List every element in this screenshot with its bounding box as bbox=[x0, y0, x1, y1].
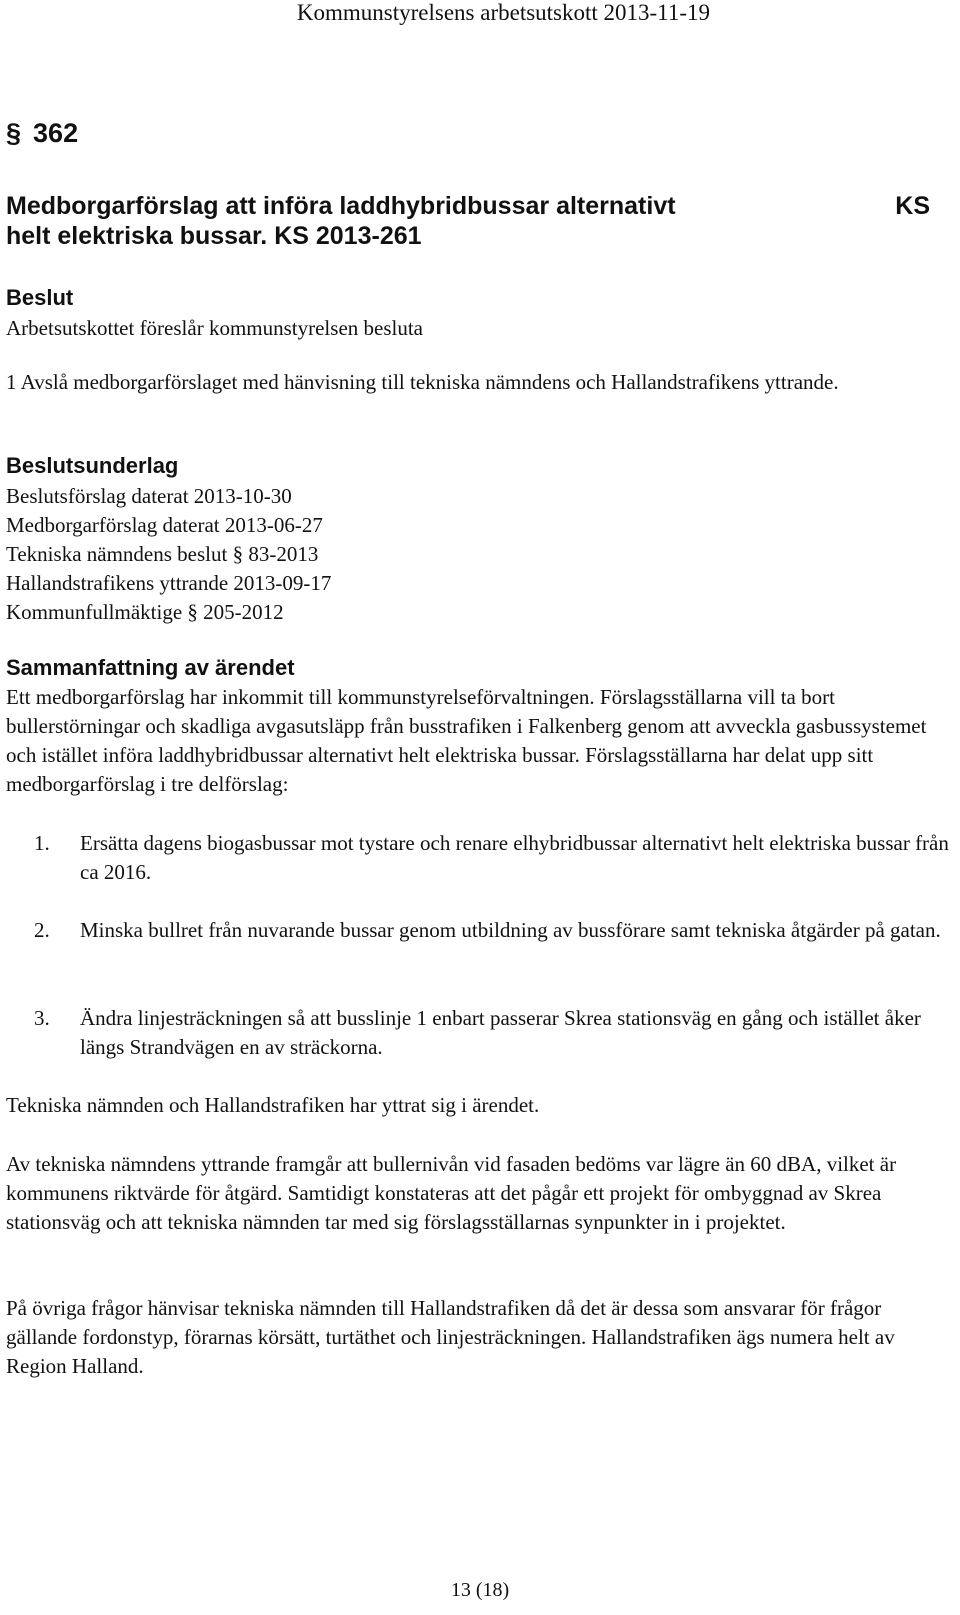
underlag-item: Tekniska nämndens beslut § 83-2013 bbox=[6, 542, 319, 566]
subject-title: Medborgarförslag att införa laddhybridbussar alternativt helt elektriska bussar. KS 2013-261 bbox=[6, 192, 676, 250]
beslut-heading: Beslut bbox=[6, 285, 74, 310]
sammanfattning-heading: Sammanfattning av ärendet bbox=[6, 655, 295, 680]
subject-dept: KS bbox=[895, 192, 930, 220]
response-paragraph: Tekniska nämnden och Hallandstrafiken har yttrat sig i ärendet. bbox=[6, 1093, 540, 1117]
proposal-number: 3. bbox=[34, 1006, 50, 1030]
sammanfattning-intro: Ett medborgarförslag har inkommit till kommunstyrelseförvaltningen. Förslagsställarna vill ta bort bullerstörningar och skadliga avgasutsläpp från busstrafiken i Falkenberg genom att avveckla gasbussystemet och istället införa laddhybridbussar alternativt helt elektriska bussar. Förslagsställarna har delat upp sitt medborgarförslag i tre delförslag: bbox=[6, 685, 927, 796]
section-symbol: § bbox=[6, 118, 22, 148]
underlag-item: Kommunfullmäktige § 205-2012 bbox=[6, 600, 284, 624]
proposal-text: Ersätta dagens biogasbussar mot tystare och renare elhybridbussar alternativt helt elektriska bussar från ca 2016. bbox=[80, 831, 949, 884]
proposal-number: 1. bbox=[34, 831, 50, 855]
running-header: Kommunstyrelsens arbetsutskott 2013-11-19 bbox=[296, 0, 710, 25]
underlag-item: Medborgarförslag daterat 2013-06-27 bbox=[6, 513, 323, 537]
other-questions-paragraph: På övriga frågor hänvisar tekniska nämnden till Hallandstrafiken då det är dessa som ansvarar för frågor gällande fordonstyp, förarnas körsätt, turtäthet och linjesträckningen. Hallandstrafiken ägs numera helt av Region Halland. bbox=[6, 1296, 895, 1378]
noise-paragraph: Av tekniska nämndens yttrande framgår att bullernivån vid fasaden bedöms var lägre än 60 dBA, vilket är kommunens riktvärde för åtgärd. Samtidigt konstateras att det pågår ett projekt för ombyggnad av Skrea stationsväg och att tekniska nämnden tar med sig förslagsställarnas synpunkter in i projektet. bbox=[6, 1152, 897, 1234]
proposal-text: Minska bullret från nuvarande bussar genom utbildning av bussförare samt tekniska åtgärder på gatan. bbox=[80, 918, 941, 942]
underlag-item: Hallandstrafikens yttrande 2013-09-17 bbox=[6, 571, 332, 595]
underlag-item: Beslutsförslag daterat 2013-10-30 bbox=[6, 484, 292, 508]
beslut-intro: Arbetsutskottet föreslår kommunstyrelsen besluta bbox=[6, 316, 423, 340]
beslut-decision: 1 Avslå medborgarförslaget med hänvisning till tekniska nämndens och Hallandstrafikens yttrande. bbox=[6, 370, 839, 394]
section-number: 362 bbox=[33, 118, 79, 148]
page-number: 13 (18) bbox=[450, 1579, 510, 1601]
section-title bbox=[6, 117, 78, 149]
proposal-number: 2. bbox=[34, 918, 50, 942]
underlag-heading: Beslutsunderlag bbox=[6, 453, 179, 478]
proposal-text: Ändra linjesträckningen så att busslinje 1 enbart passerar Skrea stationsväg en gång och istället åker längs Strandvägen en av sträckorna. bbox=[80, 1006, 921, 1059]
